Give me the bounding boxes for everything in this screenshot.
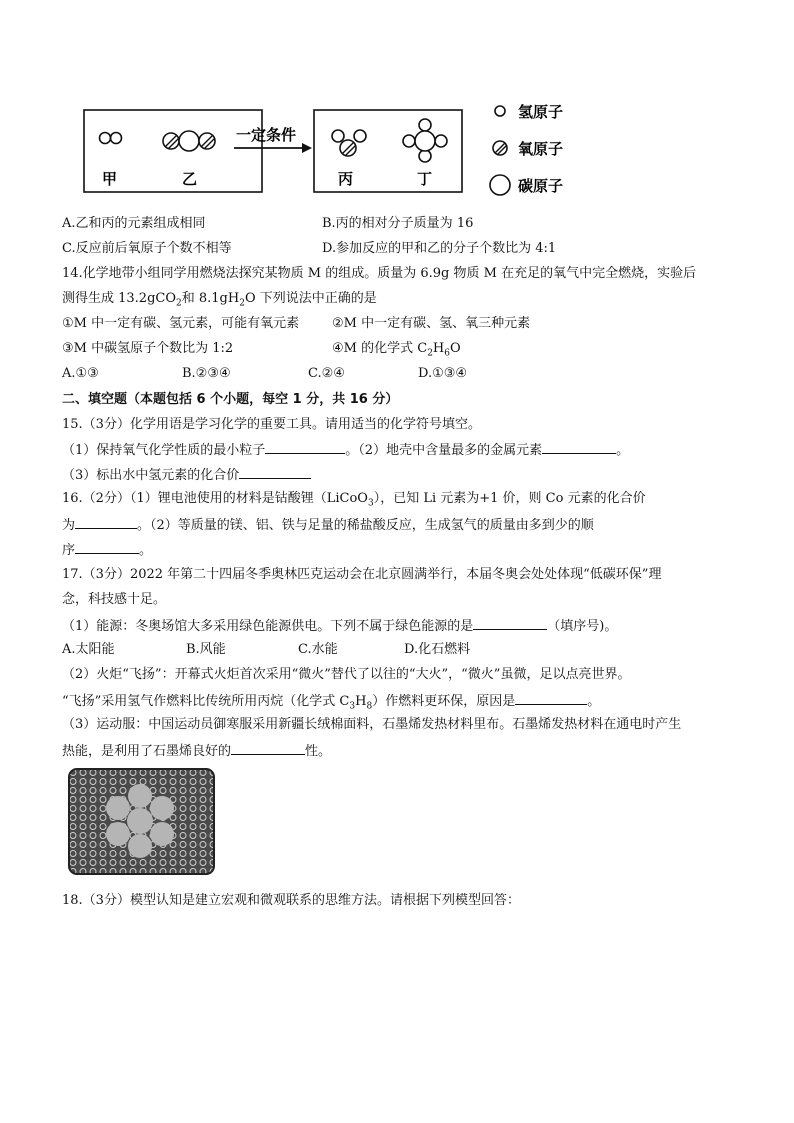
q14-statement-4: ④M 的化学式 $C_2H_6O$ [332,341,461,359]
q13-option-a: A.乙和丙的元素组成相同 [62,216,206,231]
q15-part-1-2: （1）保持氧气化学性质的最小粒子 。（2）地壳中含量最多的金属元素 。 [62,440,629,460]
q17-stem-line1: 17.（3分）2022 年第二十四届冬季奥林匹克运动会在北京圆满举行，本届冬奥会处处体现“低碳环保”理 [62,567,662,582]
q15-blank-1[interactable] [265,440,345,454]
q15-blank-3[interactable] [239,465,311,479]
q13-option-b: B.丙的相对分子质量为 16 [322,216,474,231]
q15-stem: 15.（3分）化学用语是学习化学的重要工具。请用适当的化学符号填空。 [62,417,481,432]
arrow-condition: 一定条件 [236,126,297,144]
q16-line1: 16.（2分）（1）锂电池使用的材料是钴酸锂（LiCoO$_3$），已知 Li 元素为+1 价，则 Co 元素的化合价 [62,491,646,509]
yi-molecule [163,131,215,151]
q13-option-d: D.参加反应的甲和乙的分子个数比为 4:1 [322,241,557,256]
q18-stem: 18.（3分）模型认知是建立宏观和微观联系的思维方法。请根据下列模型回答： [62,893,520,908]
legend-c-icon [490,175,510,195]
q14-statement-3: ③M 中碳氢原子个数比为 1:2 [62,341,234,356]
ding-molecule [403,119,447,162]
q17-option-b: B.风能 [186,642,226,657]
q17-blank-2[interactable] [515,691,587,705]
q13-option-c: C.反应前后氧原子个数不相等 [62,241,232,256]
q14-stem-line1: 14.化学地带小组同学用燃烧法探究某物质 M 的组成。质量为 6.9g 物质 M 在充足的氧气中完全燃烧，实验后 [62,266,697,281]
q17-option-c: C.水能 [298,642,338,657]
q14-option-b: B.②③④ [182,366,231,381]
q16-line2: 为 。（2）等质量的镁、铝、铁与足量的稀盐酸反应，生成氢气的质量由多到少的顺 [62,515,594,535]
products-box [314,110,462,192]
q17-option-a: A.太阳能 [62,642,115,657]
q17-part-3-line2: 热能，是利用了石墨烯良好的 性。 [62,741,331,761]
section-2-title: 二、填空题（本题包括 6 个小题，每空 1 分，共 16 分） [62,392,399,407]
graphene-image [68,768,215,875]
q14-stem-line2: 测得生成 13.2gCO$_2$和 $8.1gH_2O$ 下列说法中正确的是 [62,291,377,309]
jia-atom-h1 [100,133,111,144]
q17-blank-1[interactable] [473,616,547,630]
q16-blank-1[interactable] [75,515,137,529]
label-ding: 丁 [417,170,433,188]
q16-blank-2[interactable] [75,540,139,554]
q14-option-c: C.②④ [308,366,345,381]
legend-h-label: 氢原子 [518,103,564,121]
label-bing: 丙 [338,170,354,188]
q17-stem-line2: 念，科技感十足。 [62,592,167,607]
q16-line3: 序 。 [62,540,152,560]
legend-o-label: 氧原子 [518,140,564,158]
q17-option-d: D.化石燃料 [404,642,471,657]
q17-part-2-line1: （2）火炬“飞扬”：开幕式火炬首次采用“微火”替代了以往的“大火”，“微火”虽微，足以点亮世界。 [62,667,631,682]
q17-part-2-line2: “飞扬”采用氢气作燃料比传统所用丙烷（化学式 $C_3H_8$）作燃料更环保，原因是 。 [62,691,600,716]
q17-part-3-line1: （3）运动服：中国运动员御寒服采用新疆长绒棉面料，石墨烯发热材料里布。石墨烯发热材料在通电时产生 [62,717,682,732]
bing-molecule [332,130,366,156]
reaction-diagram [80,96,580,200]
q17-part-1: （1）能源：冬奥场馆大多采用绿色能源供电。下列不属于绿色能源的是 （填序号)。 [62,616,617,636]
label-yi: 乙 [182,170,198,188]
q15-part-3: （3）标出水中氢元素的化合价 [62,465,311,485]
q17-blank-3[interactable] [231,741,305,755]
legend-h-icon [495,106,505,116]
legend-c-label: 碳原子 [518,177,564,195]
q14-statement-1: ①M 中一定有碳、氢元素，可能有氧元素 [62,316,300,331]
label-jia: 甲 [102,170,118,188]
jia-atom-h2 [111,133,122,144]
q14-option-d: D.①③④ [418,366,468,381]
q15-blank-2[interactable] [542,440,616,454]
q14-option-a: A.①③ [62,366,99,381]
q14-statement-2: ②M 中一定有碳、氢、氧三种元素 [332,316,531,331]
